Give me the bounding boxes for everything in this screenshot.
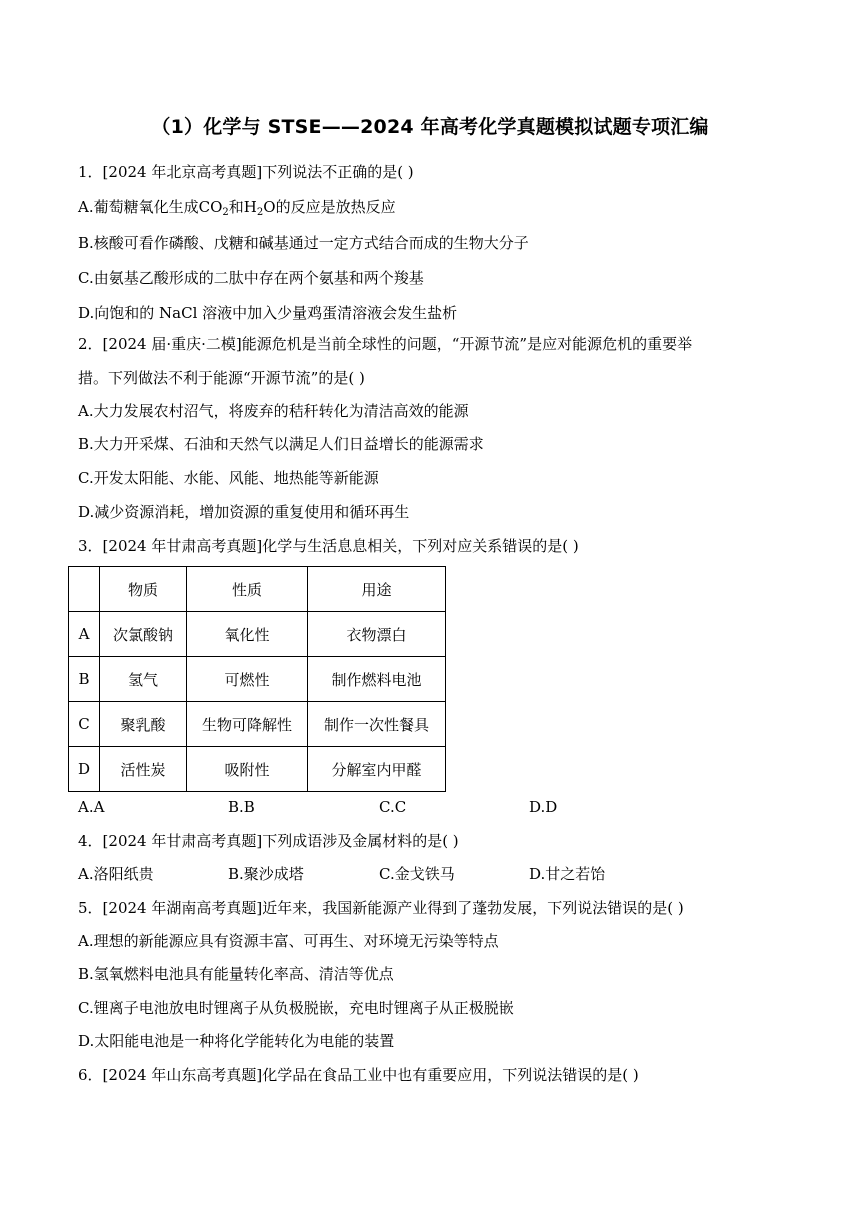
table-row [69,747,446,792]
table-header-cell: 性质 [187,567,308,612]
q3-table [68,566,446,792]
table-cell: 生物可降解性 [187,702,308,747]
page-title: （1）化学与 STSE——2024 年高考化学真题模拟试题专项汇编 [151,116,709,138]
q2-stem-line1: 2．[2024 届·重庆·二模]能源危机是当前全球性的问题，“开源节流”是应对能源危机的重要举 [78,335,693,353]
table-cell: 氧化性 [187,612,308,657]
q5-stem: 5．[2024 年湖南高考真题]近年来，我国新能源产业得到了蓬勃发展，下列说法错误的是( ) [78,899,684,917]
q2-option-b: B.大力开采煤、石油和天然气以满足人们日益增长的能源需求 [78,435,484,453]
table-cell: A [69,612,100,657]
q1-option-d: D.向饱和的 NaCl 溶液中加入少量鸡蛋清溶液会发生盐析 [78,304,458,322]
table-cell: 吸附性 [187,747,308,792]
q2-option-a: A.大力发展农村沼气，将废弃的秸秆转化为清洁高效的能源 [78,402,469,420]
q4-option-c: C.金戈铁马 [379,865,455,883]
q1-option-a: A.葡萄糖氧化生成$CO_2$和$H_2O$的反应是放热反应 [78,198,396,218]
table-cell: 可燃性 [187,657,308,702]
q2-stem-line2: 措。下列做法不利于能源“开源节流”的是( ) [78,369,365,387]
table-header-cell: 用途 [308,567,446,612]
q3-option-b: B.B [228,798,255,816]
table-cell: 制作一次性餐具 [308,702,446,747]
q5-option-d: D.太阳能电池是一种将化学能转化为电能的装置 [78,1032,395,1050]
table-row [69,612,446,657]
q4-option-a: A.洛阳纸贵 [78,865,154,883]
q1-option-c: C.由氨基乙酸形成的二肽中存在两个氨基和两个羧基 [78,269,424,287]
table-cell: C [69,702,100,747]
table-cell: D [69,747,100,792]
q3-option-c: C.C [379,798,407,816]
table-cell: 次氯酸钠 [100,612,187,657]
q2-option-d: D.减少资源消耗，增加资源的重复使用和循环再生 [78,503,410,521]
q2-option-c: C.开发太阳能、水能、风能、地热能等新能源 [78,469,379,487]
table-cell: 活性炭 [100,747,187,792]
table-cell: 制作燃料电池 [308,657,446,702]
q6-stem: 6．[2024 年山东高考真题]化学品在食品工业中也有重要应用，下列说法错误的是( ) [78,1066,639,1084]
q3-option-a: A.A [78,798,105,816]
table-cell: 氢气 [100,657,187,702]
q1-option-b: B.核酸可看作磷酸、戊糖和碱基通过一定方式结合而成的生物大分子 [78,234,529,252]
q5-option-a: A.理想的新能源应具有资源丰富、可再生、对环境无污染等特点 [78,932,499,950]
q4-option-d: D.甘之若饴 [529,865,606,883]
table-row [69,657,446,702]
table-cell: B [69,657,100,702]
table-header-cell: 物质 [100,567,187,612]
q5-option-c: C.锂离子电池放电时锂离子从负极脱嵌，充电时锂离子从正极脱嵌 [78,999,514,1017]
table-cell: 分解室内甲醛 [308,747,446,792]
q4-stem: 4．[2024 年甘肃高考真题]下列成语涉及金属材料的是( ) [78,832,459,850]
table-header-row [69,567,446,612]
q4-option-b: B.聚沙成塔 [228,865,304,883]
table-cell: 聚乳酸 [100,702,187,747]
q1-stem: 1．[2024 年北京高考真题]下列说法不正确的是( ) [78,163,414,181]
table-row [69,702,446,747]
q3-option-d: D.D [529,798,558,816]
table-cell: 衣物漂白 [308,612,446,657]
q5-option-b: B.氢氧燃料电池具有能量转化率高、清洁等优点 [78,965,394,983]
q3-stem: 3．[2024 年甘肃高考真题]化学与生活息息相关，下列对应关系错误的是( ) [78,537,579,555]
table-header-cell [69,567,100,612]
